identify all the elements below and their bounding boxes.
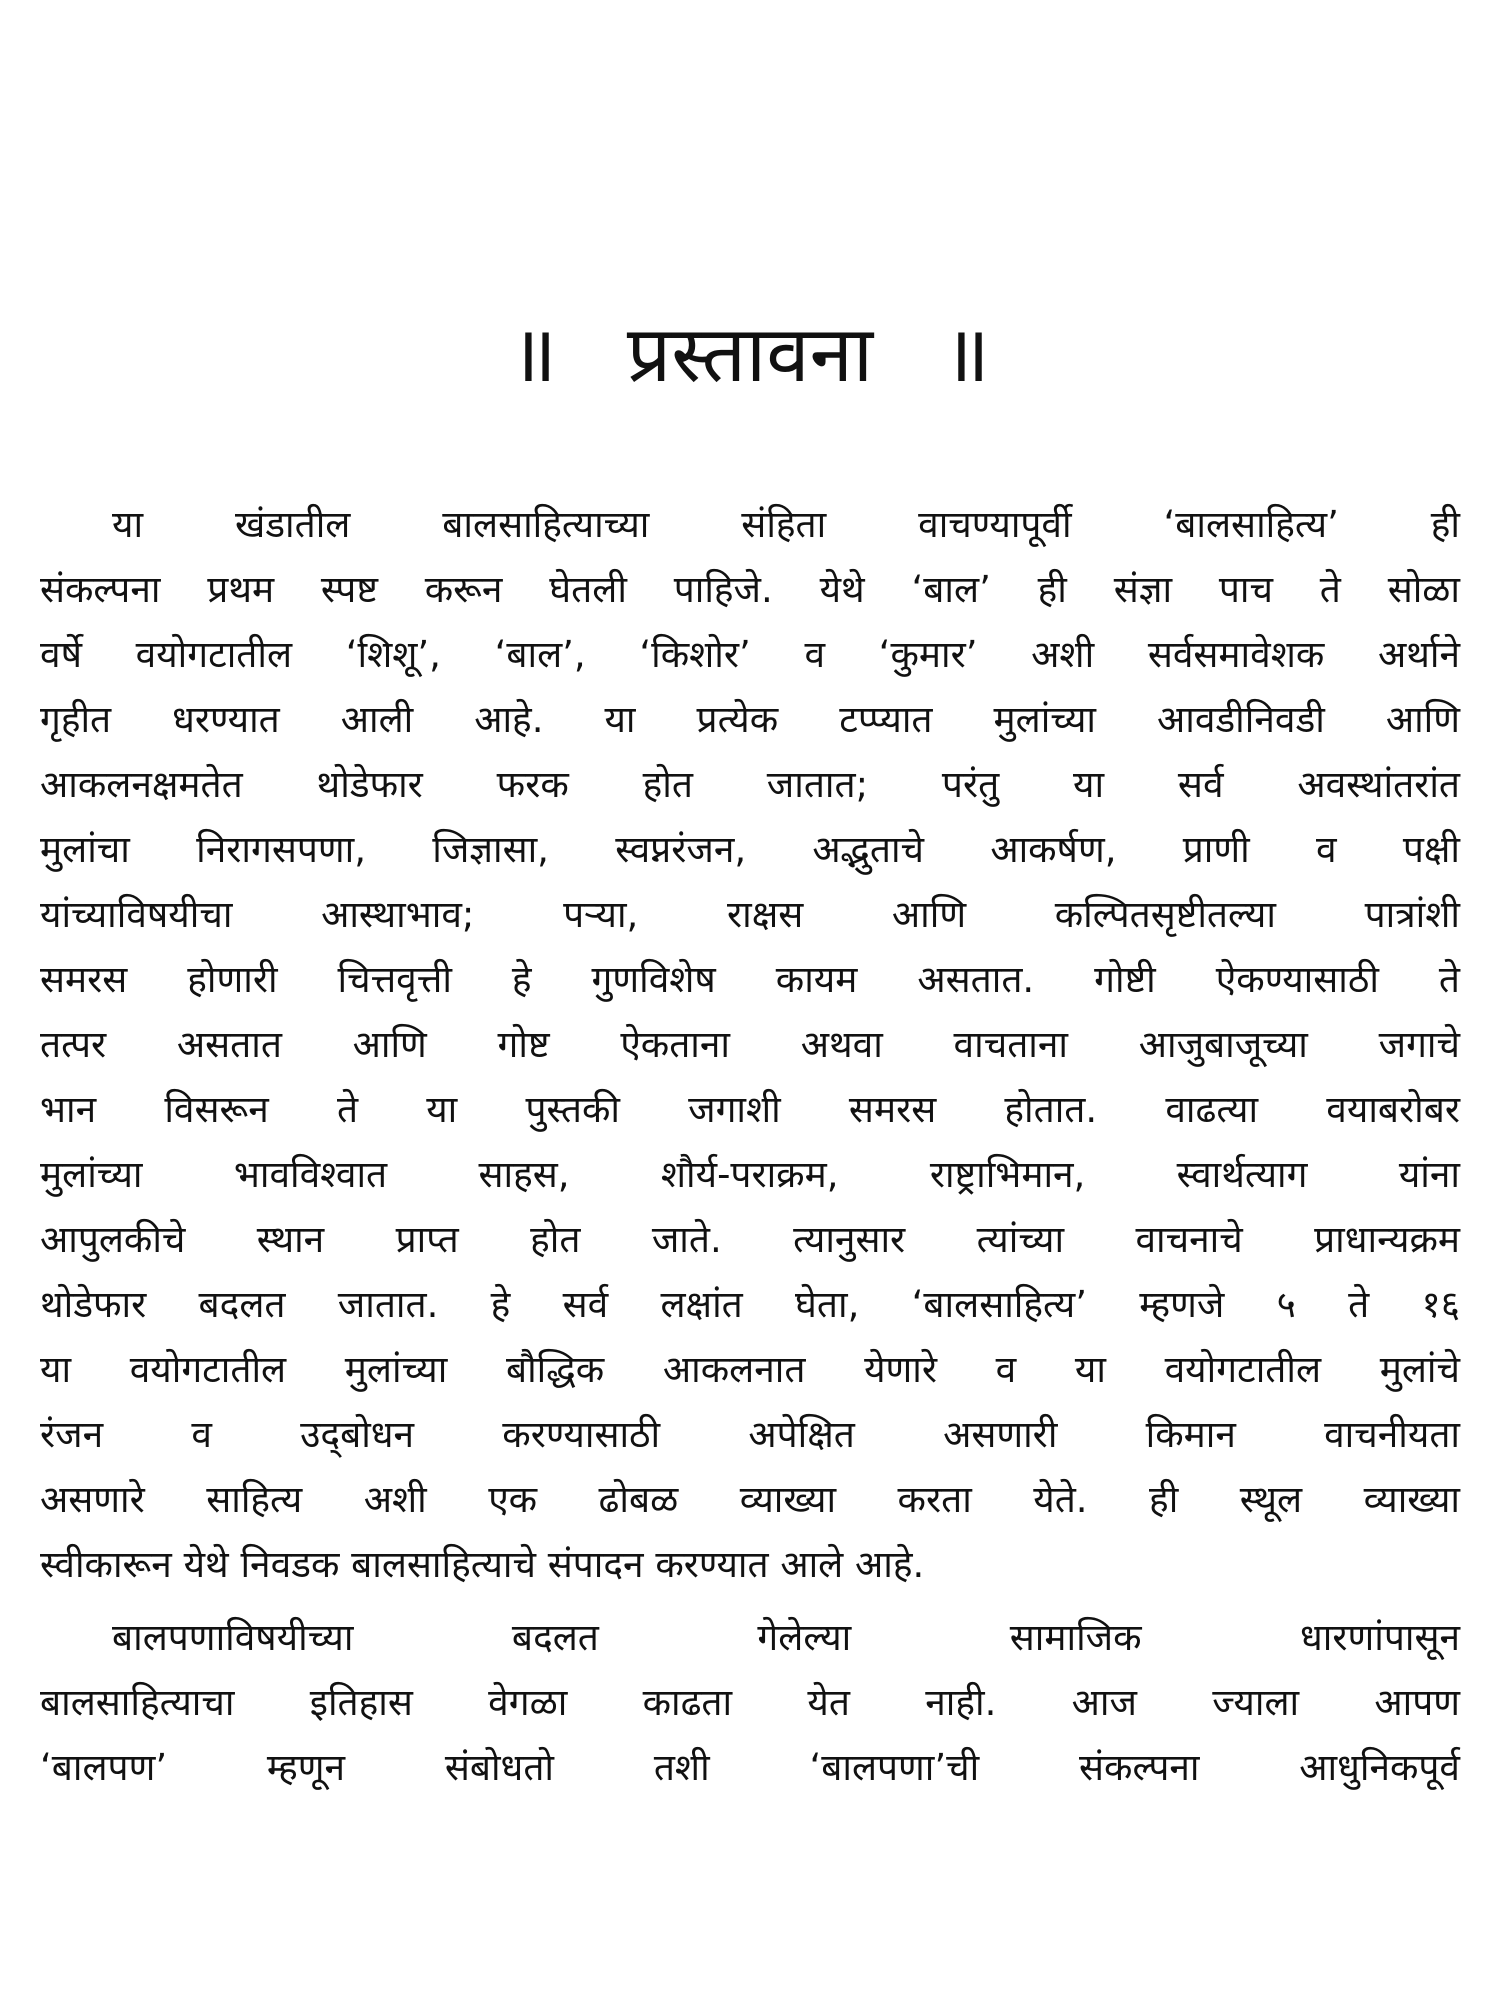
text-line: यांच्याविषयीचा आस्थाभाव; पऱ्या, राक्षस आणि कल्पितसृष्टीतल्या पात्रांशी bbox=[40, 893, 1460, 936]
text-line: वर्षे वयोगटातील ‘शिशू’, ‘बाल’, ‘किशोर’ व ‘कुमार’ अशी सर्वसमावेशक अर्थाने bbox=[40, 633, 1460, 676]
page-title bbox=[0, 300, 1500, 410]
text-line: थोडेफार बदलत जातात. हे सर्व लक्षांत घेता, ‘बालसाहित्य’ म्हणजे ५ ते १६ bbox=[40, 1283, 1460, 1326]
title-mark-right: ॥ bbox=[943, 310, 990, 400]
text-line: आकलनक्षमतेत थोडेफार फरक होत जातात; परंतु या सर्व अवस्थांतरांत bbox=[40, 763, 1460, 806]
text-line: समरस होणारी चित्तवृत्ती हे गुणविशेष कायम असतात. गोष्टी ऐकण्यासाठी ते bbox=[40, 958, 1460, 1001]
text-line: या वयोगटातील मुलांच्या बौद्धिक आकलनात येणारे व या वयोगटातील मुलांचे bbox=[40, 1348, 1460, 1391]
text-line: या खंडातील बालसाहित्याच्या संहिता वाचण्यापूर्वी ‘बालसाहित्य’ ही bbox=[112, 503, 1460, 546]
text-line: गृहीत धरण्यात आली आहे. या प्रत्येक टप्प्यात मुलांच्या आवडीनिवडी आणि bbox=[40, 698, 1460, 741]
text-line: मुलांचा निरागसपणा, जिज्ञासा, स्वप्नरंजन, अद्भुताचे आकर्षण, प्राणी व पक्षी bbox=[40, 828, 1460, 871]
title-text: प्रस्तावना bbox=[626, 310, 874, 400]
text-line: ‘बालपण’ म्हणून संबोधतो तशी ‘बालपणा’ची संकल्पना आधुनिकपूर्व bbox=[40, 1746, 1460, 1789]
text-line: संकल्पना प्रथम स्पष्ट करून घेतली पाहिजे. येथे ‘बाल’ ही संज्ञा पाच ते सोळा bbox=[40, 568, 1460, 611]
paragraph-1 bbox=[40, 492, 1460, 1597]
paragraph-2 bbox=[40, 1605, 1460, 1800]
text-line: बालपणाविषयीच्या बदलत गेलेल्या सामाजिक धारणांपासून bbox=[112, 1616, 1460, 1659]
text-line: तत्पर असतात आणि गोष्ट ऐकताना अथवा वाचताना आजुबाजूच्या जगाचे bbox=[40, 1023, 1460, 1066]
title-mark-left: ॥ bbox=[510, 310, 557, 400]
document-body bbox=[40, 492, 1460, 1800]
text-line: भान विसरून ते या पुस्तकी जगाशी समरस होतात. वाढत्या वयाबरोबर bbox=[40, 1088, 1460, 1131]
text-line: बालसाहित्याचा इतिहास वेगळा काढता येत नाही. आज ज्याला आपण bbox=[40, 1681, 1460, 1724]
text-line: स्वीकारून येथे निवडक बालसाहित्याचे संपादन करण्यात आले आहे. bbox=[40, 1543, 925, 1586]
text-line: मुलांच्या भावविश्वात साहस, शौर्य-पराक्रम, राष्ट्राभिमान, स्वार्थत्याग यांना bbox=[40, 1153, 1460, 1196]
text-line: आपुलकीचे स्थान प्राप्त होत जाते. त्यानुसार त्यांच्या वाचनाचे प्राधान्यक्रम bbox=[40, 1218, 1460, 1261]
text-line: असणारे साहित्य अशी एक ढोबळ व्याख्या करता येते. ही स्थूल व्याख्या bbox=[40, 1478, 1460, 1521]
text-line: रंजन व उद्‌बोधन करण्यासाठी अपेक्षित असणारी किमान वाचनीयता bbox=[40, 1413, 1460, 1456]
paragraph-gap bbox=[40, 1597, 1460, 1605]
